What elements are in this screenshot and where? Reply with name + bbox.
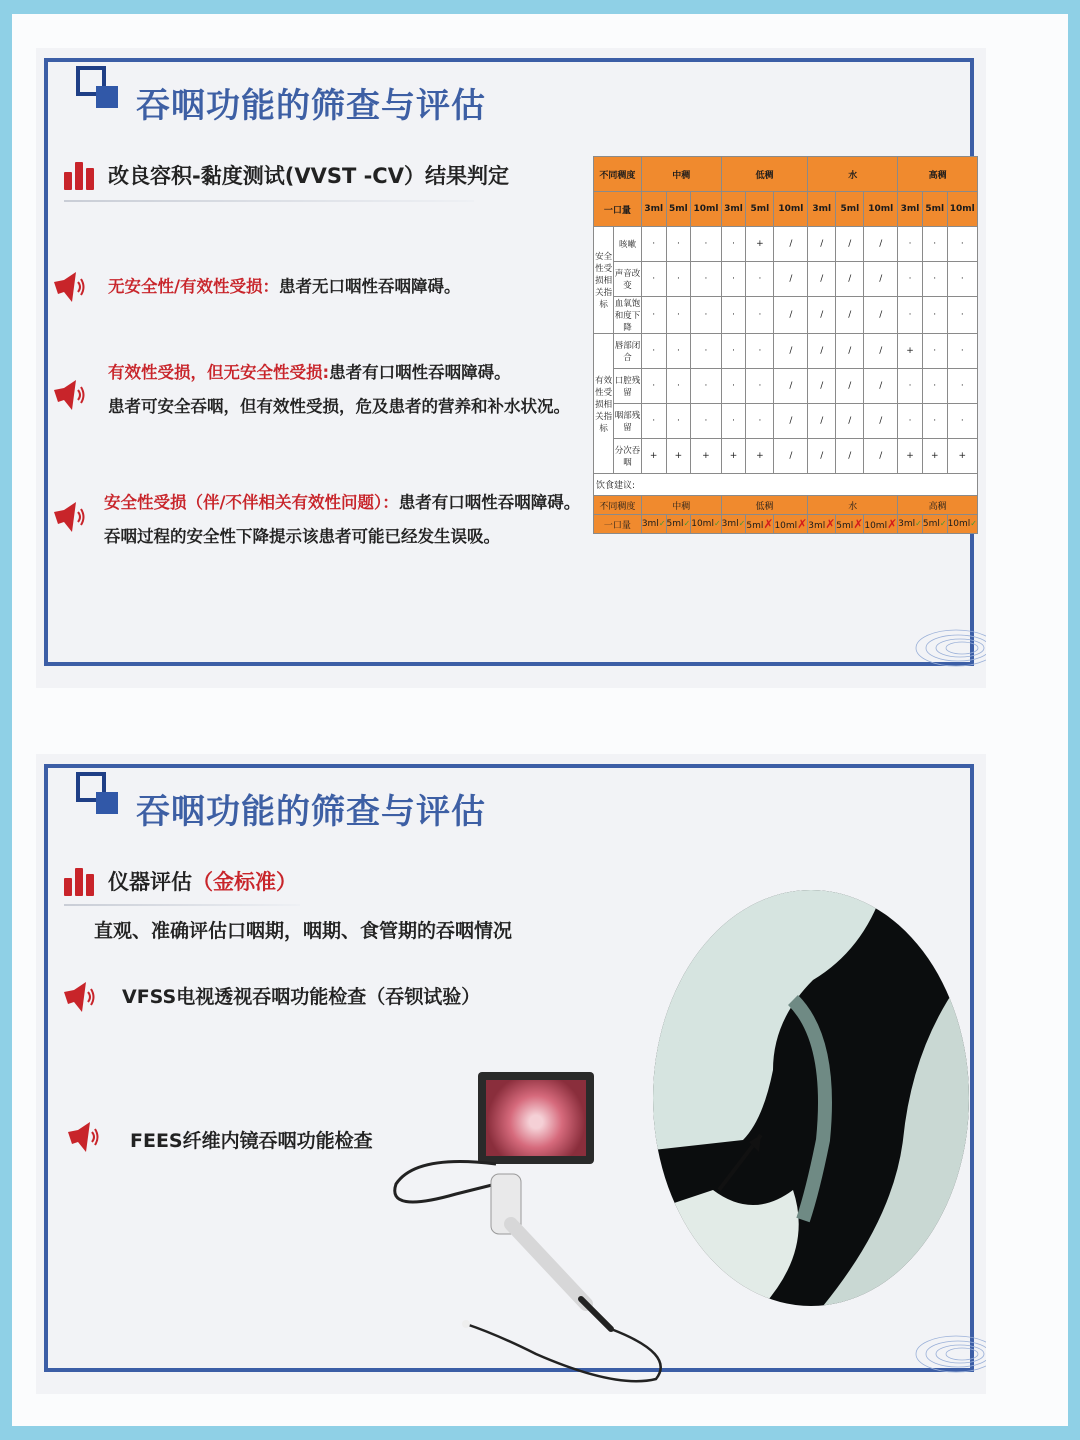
amount-cell: 3ml [641,192,666,227]
footer-group: 水 [808,496,898,515]
footer-header-row [594,496,978,515]
check-mark-icon: ✓ [738,519,746,528]
table-header-label: 不同稠度 [594,157,642,192]
footer-amount: 3ml [721,519,739,529]
bar-chart-icon [64,866,94,896]
fees-item: FEES纤维内镜吞咽功能检查 [130,1130,373,1152]
result-cell: · [641,404,666,439]
result-cell: / [836,439,864,474]
footer-amount-cell [808,515,836,534]
result-cell: / [774,334,808,369]
result-cell: + [746,439,774,474]
footer-amount-cell [721,515,746,534]
result-cell: · [666,262,691,297]
footer-amount-cell [691,515,721,534]
result-cell: · [691,369,721,404]
result-cell: · [746,334,774,369]
result-cell: + [746,227,774,262]
instrument-description: 直观、准确评估口咽期，咽期、食管期的吞咽情况 [94,920,513,942]
item-1-label: 无安全性/有效性受损： [108,277,280,296]
result-cell: / [864,262,898,297]
amount-cell: 5ml [666,192,691,227]
footer-amount-cell [666,515,691,534]
result-cell: · [922,262,947,297]
result-cell: / [808,404,836,439]
footer-amount-cell [947,515,977,534]
group-header: 低稠 [721,157,808,192]
cross-mark-icon: ✗ [887,517,898,531]
result-cell: / [808,369,836,404]
amount-cell: 3ml [898,192,923,227]
result-cell: / [864,404,898,439]
check-mark-icon: ✓ [915,519,922,528]
criterion-cell: 血氧饱和度下降 [614,297,642,334]
bar-chart-icon [64,160,94,190]
table-amount-row [594,192,978,227]
megaphone-icon [52,500,86,534]
result-cell: / [864,334,898,369]
result-cell: · [947,404,977,439]
item-1 [108,270,461,304]
megaphone-icon [66,1120,100,1154]
section-underline [64,904,300,906]
result-cell: · [691,404,721,439]
result-cell: / [774,439,808,474]
result-cell: · [721,334,746,369]
footer-group: 低稠 [721,496,808,515]
result-cell: · [746,297,774,334]
suggestion-label: 饮食建议: [594,474,978,496]
result-cell: · [641,369,666,404]
endoscope-image [386,1154,686,1384]
cross-mark-icon: ✗ [763,517,774,531]
result-cell: + [898,334,923,369]
amount-cell: 5ml [922,192,947,227]
result-cell: · [666,297,691,334]
criterion-cell: 声音改变 [614,262,642,297]
footer-amount-cell [922,515,947,534]
footer-amount-cell [898,515,923,534]
result-cell: · [721,404,746,439]
result-cell: · [641,334,666,369]
result-cell: / [836,227,864,262]
footer-amount: 3ml [808,521,826,531]
footer-amount-row [594,515,978,534]
cross-mark-icon: ✗ [797,517,808,531]
result-cell: / [774,262,808,297]
vvst-table [593,156,978,534]
item-2-text: 患者有口咽性吞咽障碍。 [329,363,511,382]
result-cell: · [666,334,691,369]
suggestion-row [594,474,978,496]
result-cell: / [836,404,864,439]
result-cell: / [808,297,836,334]
result-cell: / [774,227,808,262]
footer-amount: 3ml [898,519,916,529]
section-title-red: （金标准） [192,870,297,894]
item-3-line2: 吞咽过程的安全性下降提示该患者可能已经发生误吸。 [104,527,500,546]
table-row [594,297,978,334]
table-row [594,262,978,297]
cross-mark-icon: ✗ [825,517,836,531]
table-row [594,439,978,474]
result-cell: + [691,439,721,474]
footer-amount: 10ml [691,519,714,529]
check-mark-icon: ✓ [713,519,721,528]
group-label-cell: 有效性受损相关指标 [594,334,614,474]
footer-amount: 10ml [864,521,888,531]
result-cell: / [808,227,836,262]
result-cell: / [836,369,864,404]
group-header: 高稠 [898,157,978,192]
amount-cell: 10ml [947,192,977,227]
result-cell: · [641,262,666,297]
footer-amount-cell [746,515,774,534]
footer-amount-label: 一口量 [594,515,642,534]
slide-title: 吞咽功能的筛查与评估 [136,86,486,126]
amount-cell: 10ml [774,192,808,227]
check-mark-icon: ✓ [658,519,666,528]
footer-group: 中稠 [641,496,721,515]
amount-cell: 10ml [864,192,898,227]
title-square-icon [76,772,122,818]
result-cell: / [774,404,808,439]
result-cell: / [808,439,836,474]
result-cell: · [666,404,691,439]
section-title-text: 仪器评估 [108,870,192,894]
result-cell: / [864,297,898,334]
xray-image [653,890,969,1306]
result-cell: · [691,334,721,369]
megaphone-icon [52,378,86,412]
criterion-cell: 唇部闭合 [614,334,642,369]
item-2 [108,356,570,424]
result-cell: · [947,334,977,369]
result-cell: + [947,439,977,474]
footer-amount-cell [836,515,864,534]
result-cell: · [922,227,947,262]
result-cell: · [922,297,947,334]
criterion-cell: 分次吞咽 [614,439,642,474]
result-cell: · [746,404,774,439]
amount-cell: 3ml [721,192,746,227]
amount-label: 一口量 [594,192,642,227]
amount-cell: 5ml [836,192,864,227]
table-row [594,227,978,262]
result-cell: + [898,439,923,474]
result-cell: / [864,227,898,262]
item-2-line2: 患者可安全吞咽，但有效性受损，危及患者的营养和补水状况。 [108,397,570,416]
footer-amount: 10ml [947,519,971,529]
result-cell: · [898,262,923,297]
slide-2 [36,754,986,1394]
result-cell: / [774,369,808,404]
result-cell: · [641,227,666,262]
result-cell: · [898,227,923,262]
result-cell: / [808,262,836,297]
group-label-cell: 安全性受损相关指标 [594,227,614,334]
footer-amount: 5ml [836,521,854,531]
item-3-text: 患者有口咽性吞咽障碍。 [398,493,581,512]
result-cell: + [922,439,947,474]
check-mark-icon: ✓ [939,519,947,528]
item-1-text: 患者无口咽性吞咽障碍。 [279,277,461,296]
section-underline [64,200,474,202]
item-3 [104,486,580,554]
section-title: 改良容积-黏度测试(VVST -CV）结果判定 [108,164,509,188]
vfss-item: VFSS电视透视吞咽功能检查（吞钡试验） [122,986,481,1008]
footer-amount-cell [774,515,808,534]
result-cell: · [691,227,721,262]
section-heading [64,866,297,896]
criterion-cell: 咳嗽 [614,227,642,262]
slide-title: 吞咽功能的筛查与评估 [136,792,486,832]
table-row [594,369,978,404]
result-cell: · [721,369,746,404]
endoscope-monitor-image [478,1072,594,1164]
result-cell: · [898,297,923,334]
check-mark-icon: ✓ [970,519,977,528]
result-cell: · [691,297,721,334]
footer-amount-cell [864,515,898,534]
amount-cell: 5ml [746,192,774,227]
section-title [108,866,297,896]
result-cell: + [666,439,691,474]
title-square-icon [76,66,122,112]
result-cell: · [922,369,947,404]
result-cell: / [808,334,836,369]
megaphone-icon [52,270,86,304]
result-cell: · [746,369,774,404]
result-cell: · [666,369,691,404]
item-2-label: 有效性受损，但无安全性受损: [108,363,330,382]
group-header: 水 [808,157,898,192]
result-cell: + [721,439,746,474]
footer-amount: 3ml [641,519,659,529]
result-cell: / [864,369,898,404]
result-cell: · [947,369,977,404]
result-cell: / [774,297,808,334]
table-row [594,404,978,439]
criterion-cell: 咽部残留 [614,404,642,439]
result-cell: · [721,297,746,334]
check-mark-icon: ✓ [683,519,691,528]
cross-mark-icon: ✗ [853,517,864,531]
table-row [594,334,978,369]
result-cell: · [641,297,666,334]
result-cell: · [666,227,691,262]
result-cell: / [836,334,864,369]
result-cell: · [947,262,977,297]
footer-amount: 10ml [774,521,798,531]
amount-cell: 10ml [691,192,721,227]
decorative-swirl [896,608,986,678]
result-cell: / [836,297,864,334]
result-cell: + [641,439,666,474]
slide-1 [36,48,986,688]
footer-amount: 5ml [666,519,684,529]
result-cell: · [922,334,947,369]
megaphone-icon [62,980,96,1014]
criterion-cell: 口腔残留 [614,369,642,404]
section-heading [64,160,509,190]
item-3-label: 安全性受损（伴/不伴相关有效性问题）： [104,493,399,512]
result-cell: · [691,262,721,297]
result-cell: · [746,262,774,297]
footer-amount: 5ml [746,521,764,531]
result-cell: / [864,439,898,474]
amount-cell: 3ml [808,192,836,227]
result-cell: · [721,262,746,297]
result-cell: · [898,369,923,404]
result-cell: · [947,227,977,262]
table-header-row [594,157,978,192]
footer-amount: 5ml [922,519,940,529]
result-cell: · [947,297,977,334]
result-cell: · [922,404,947,439]
result-cell: · [898,404,923,439]
footer-header-label: 不同稠度 [594,496,642,515]
footer-amount-cell [641,515,666,534]
group-header: 中稠 [641,157,721,192]
footer-group: 高稠 [898,496,978,515]
decorative-swirl [896,1314,986,1384]
result-cell: · [721,227,746,262]
result-cell: / [836,262,864,297]
